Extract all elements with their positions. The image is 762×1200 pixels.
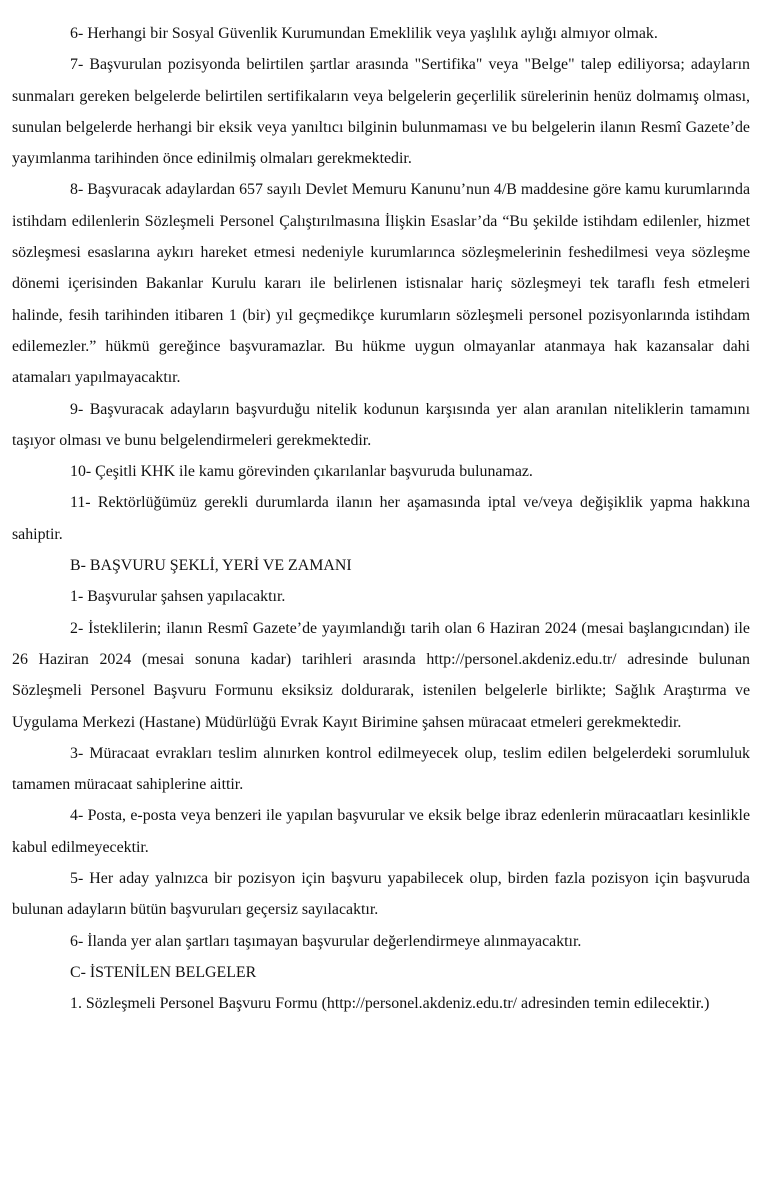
requirement-item-11: 11- Rektörlüğümüz gerekli durumlarda ilanın her aşamasında iptal ve/veya değişiklik yapma hakkına sahiptir.	[12, 494, 750, 543]
application-item-1: 1- Başvurular şahsen yapılacaktır.	[70, 588, 286, 606]
section-c-heading: C- İSTENİLEN BELGELER	[70, 963, 257, 981]
document-page	[12, 18, 750, 1020]
application-item-3: 3- Müracaat evrakları teslim alınırken kontrol edilmeyecek olup, teslim edilen belgelerdeki sorumluluk tamamen müracaat sahiplerine aittir.	[12, 744, 750, 794]
application-item-2: 2- İsteklilerin; ilanın Resmî Gazete’de yayımlandığı tarih olan 6 Haziran 2024 (mesai başlangıcından) ile 26 Haziran 2024 (mesai sonuna kadar) tarihleri arasında http://personel.akdeniz.edu.tr/ adresinde bulunan Sözleşmeli Personel Başvuru Formunu eksiksiz doldurarak, istenilen belgelerle birlikte; Sağlık Araştırma ve Uygulama Merkezi (Hastane) Müdürlüğü Evrak Kayıt Birimine şahsen müracaat etmeleri gerekmektedir.	[12, 619, 750, 731]
application-item-4: 4- Posta, e-posta veya benzeri ile yapılan başvurular ve eksik belge ibraz edenlerin müracaatları kesinlikle kabul edilmeyecektir.	[12, 807, 750, 856]
requirement-item-10: 10- Çeşitli KHK ile kamu görevinden çıkarılanlar başvuruda bulunamaz.	[70, 463, 533, 481]
requirement-item-6: 6- Herhangi bir Sosyal Güvenlik Kurumundan Emeklilik veya yaşlılık aylığı almıyor olmak.	[70, 25, 658, 42]
requirement-item-8: 8- Başvuracak adaylardan 657 sayılı Devlet Memuru Kanunu’nun 4/B maddesine göre kamu kurumlarında istihdam edilenlerin Sözleşmeli Personel Çalıştırılmasına İlişkin Esaslar’da “Bu şekilde istihdam edilenler, hizmet sözleşmesi esaslarına aykırı hareket etmesi nedeniyle kurumlarınca sözleşmelerinin feshedilmesi veya sözleşme dönemi içerisinden Bakanlar Kurulu kararı ile belirlenen istisnalar hariç sözleşmeyi tek taraflı fesh etmeleri halinde, fesih tarihinden itibaren 1 (bir) yıl geçmedikçe kurumların sözleşmeli personel pozisyonlarında istihdam edilemezler.” hükmü gereğince başvuramazlar. Bu hükme uygun olmayanlar atanmaya hak kazansalar dahi atamaları yapılmayacaktır.	[12, 181, 750, 387]
requirement-item-9: 9- Başvuracak adayların başvurduğu nitelik kodunun karşısında yer alan aranılan niteliklerin tamamını taşıyor olması ve bunu belgelendirmeleri gerekmektedir.	[12, 400, 750, 449]
required-document-item-1: 1. Sözleşmeli Personel Başvuru Formu (http://personel.akdeniz.edu.tr/ adresinden temin edilecektir.)	[70, 995, 710, 1013]
requirement-item-7: 7- Başvurulan pozisyonda belirtilen şartlar arasında "Sertifika" veya "Belge" talep ediliyorsa; adayların sunmaları gereken belgelerde belirtilen sertifikaların veya belgelerin geçerlilik sürelerinin henüz dolmamış olması, sunulan belgelerde herhangi bir eksik veya yanıltıcı bilginin bulunmaması ve bu belgelerin ilanın Resmî Gazete’de yayımlanma tarihinden önce edinilmiş olmaları gerekmektedir.	[12, 56, 750, 168]
application-item-6: 6- İlanda yer alan şartları taşımayan başvurular değerlendirmeye alınmayacaktır.	[70, 932, 582, 950]
application-item-5: 5- Her aday yalnızca bir pozisyon için başvuru yapabilecek olup, birden fazla pozisyon için başvuruda bulunan adayların bütün başvuruları geçersiz sayılacaktır.	[12, 870, 750, 919]
section-b-heading: B- BAŞVURU ŞEKLİ, YERİ VE ZAMANI	[70, 557, 352, 575]
